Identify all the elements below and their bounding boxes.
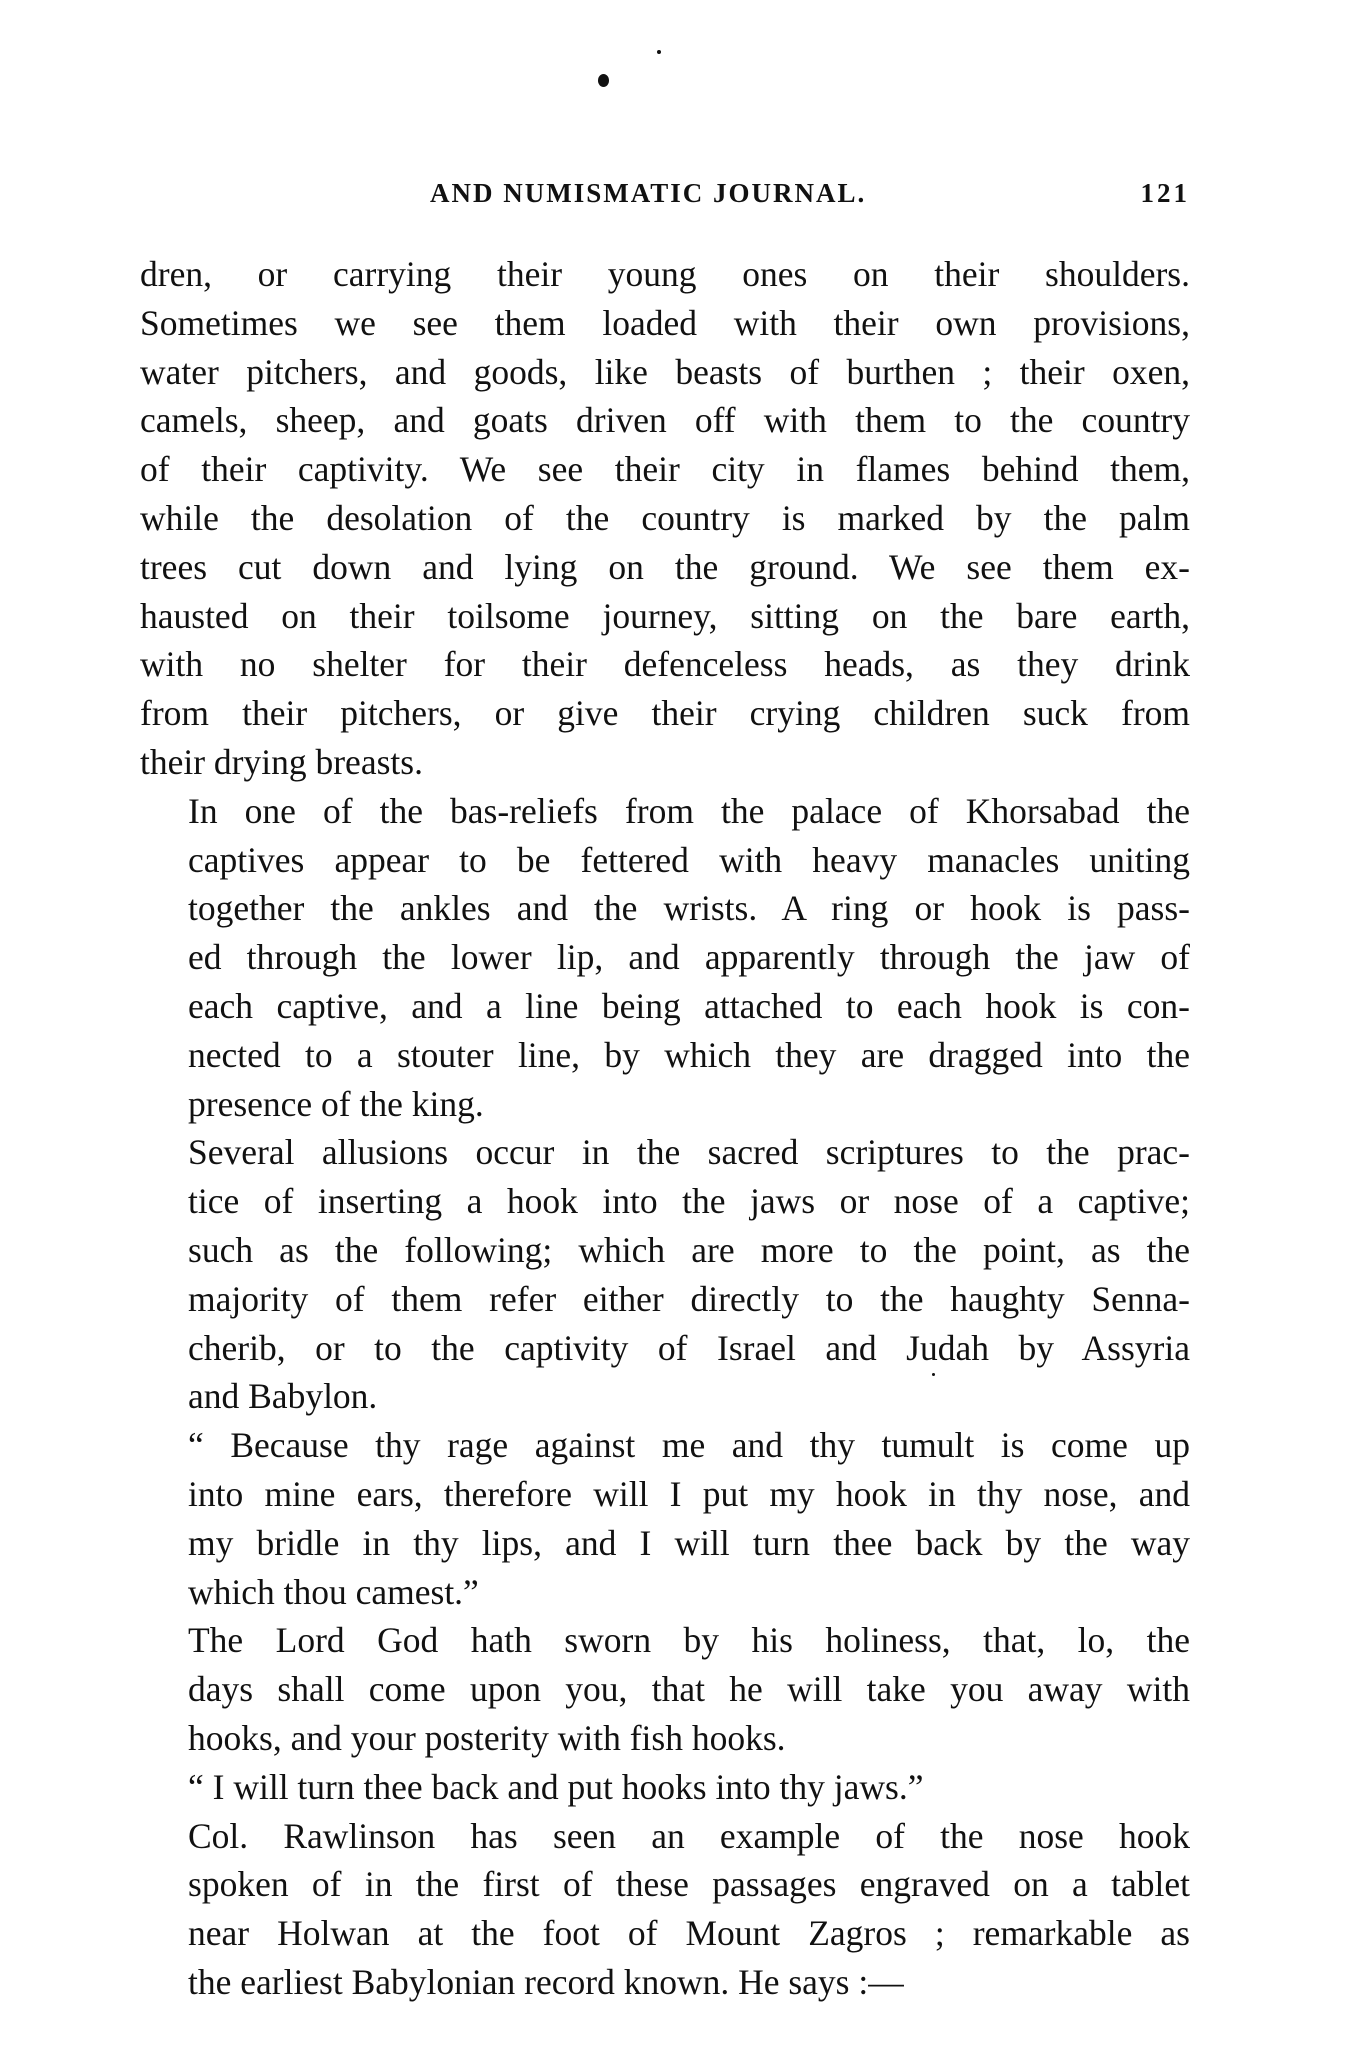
body-text xyxy=(140,250,1190,2007)
text-line: In one of the bas-reliefs from the palace of Khorsabad the xyxy=(188,790,1190,831)
paragraph xyxy=(140,1763,1190,1812)
text-line: into mine ears, therefore will I put my hook in thy nose, and xyxy=(188,1473,1190,1514)
text-line: Sometimes we see them loaded with their own provisions, xyxy=(140,302,1190,343)
page-header xyxy=(140,178,1190,218)
paragraph xyxy=(140,1421,1190,1616)
paragraph xyxy=(140,250,1190,787)
page-number: 121 xyxy=(1140,178,1190,208)
text-line: such as the following; which are more to the point, as the xyxy=(188,1229,1190,1270)
paragraph xyxy=(140,787,1190,1129)
text-line: from their pitchers, or give their crying children suck from xyxy=(140,693,1190,734)
text-line: presence of the king. xyxy=(188,1083,484,1124)
text-line: hooks, and your posterity with fish hooks. xyxy=(188,1717,786,1758)
text-line: tice of inserting a hook into the jaws or nose of a captive; xyxy=(188,1181,1190,1222)
text-line: ed through the lower lip, and apparently through the jaw of xyxy=(188,937,1190,978)
paragraph xyxy=(140,1128,1190,1421)
text-line: cherib, or to the captivity of Israel and Judah by Assyria xyxy=(188,1327,1190,1368)
paragraph xyxy=(140,1812,1190,2007)
text-line: spoken of in the first of these passages engraved on a tablet xyxy=(188,1864,1190,1905)
paragraph xyxy=(140,1616,1190,1762)
text-line: nected to a stouter line, by which they are dragged into the xyxy=(188,1034,1190,1075)
text-line: the earliest Babylonian record known. He says :— xyxy=(188,1961,904,2002)
text-line: Col. Rawlinson has seen an example of the nose hook xyxy=(188,1815,1190,1856)
text-line: Several allusions occur in the sacred scriptures to the prac- xyxy=(188,1132,1190,1173)
text-line: “ Because thy rage against me and thy tumult is come up xyxy=(188,1425,1190,1466)
text-line: of their captivity. We see their city in flames behind them, xyxy=(140,449,1190,490)
ink-speck-mark xyxy=(598,74,609,87)
text-line: together the ankles and the wrists. A ring or hook is pass- xyxy=(188,888,1190,929)
text-line: which thou camest.” xyxy=(188,1571,479,1612)
text-line: dren, or carrying their young ones on their shoulders. xyxy=(140,254,1190,294)
text-line: “ I will turn thee back and put hooks into thy jaws.” xyxy=(188,1766,924,1807)
text-line: hausted on their toilsome journey, sitting on the bare earth, xyxy=(140,595,1190,636)
ink-speck-mark xyxy=(657,50,661,54)
text-line: captives appear to be fettered with heavy manacles uniting xyxy=(188,839,1190,880)
text-line: trees cut down and lying on the ground. We see them ex- xyxy=(140,546,1190,587)
text-line: and Babylon. xyxy=(188,1376,378,1417)
text-line: with no shelter for their defenceless heads, as they drink xyxy=(140,644,1190,685)
text-line: majority of them refer either directly to the haughty Senna- xyxy=(188,1278,1190,1319)
text-line: while the desolation of the country is marked by the palm xyxy=(140,497,1190,538)
text-line: water pitchers, and goods, like beasts of burthen ; their oxen, xyxy=(140,351,1190,392)
text-line: near Holwan at the foot of Mount Zagros ; remarkable as xyxy=(188,1913,1190,1954)
text-line: The Lord God hath sworn by his holiness, that, lo, the xyxy=(188,1620,1190,1661)
running-title: AND NUMISMATIC JOURNAL. xyxy=(430,178,867,208)
text-line: my bridle in thy lips, and I will turn thee back by the way xyxy=(188,1522,1190,1563)
text-line: their drying breasts. xyxy=(140,741,423,782)
text-line: camels, sheep, and goats driven off with them to the country xyxy=(140,400,1190,441)
text-line: each captive, and a line being attached to each hook is con- xyxy=(188,985,1190,1026)
text-line: days shall come upon you, that he will take you away with xyxy=(188,1669,1190,1710)
